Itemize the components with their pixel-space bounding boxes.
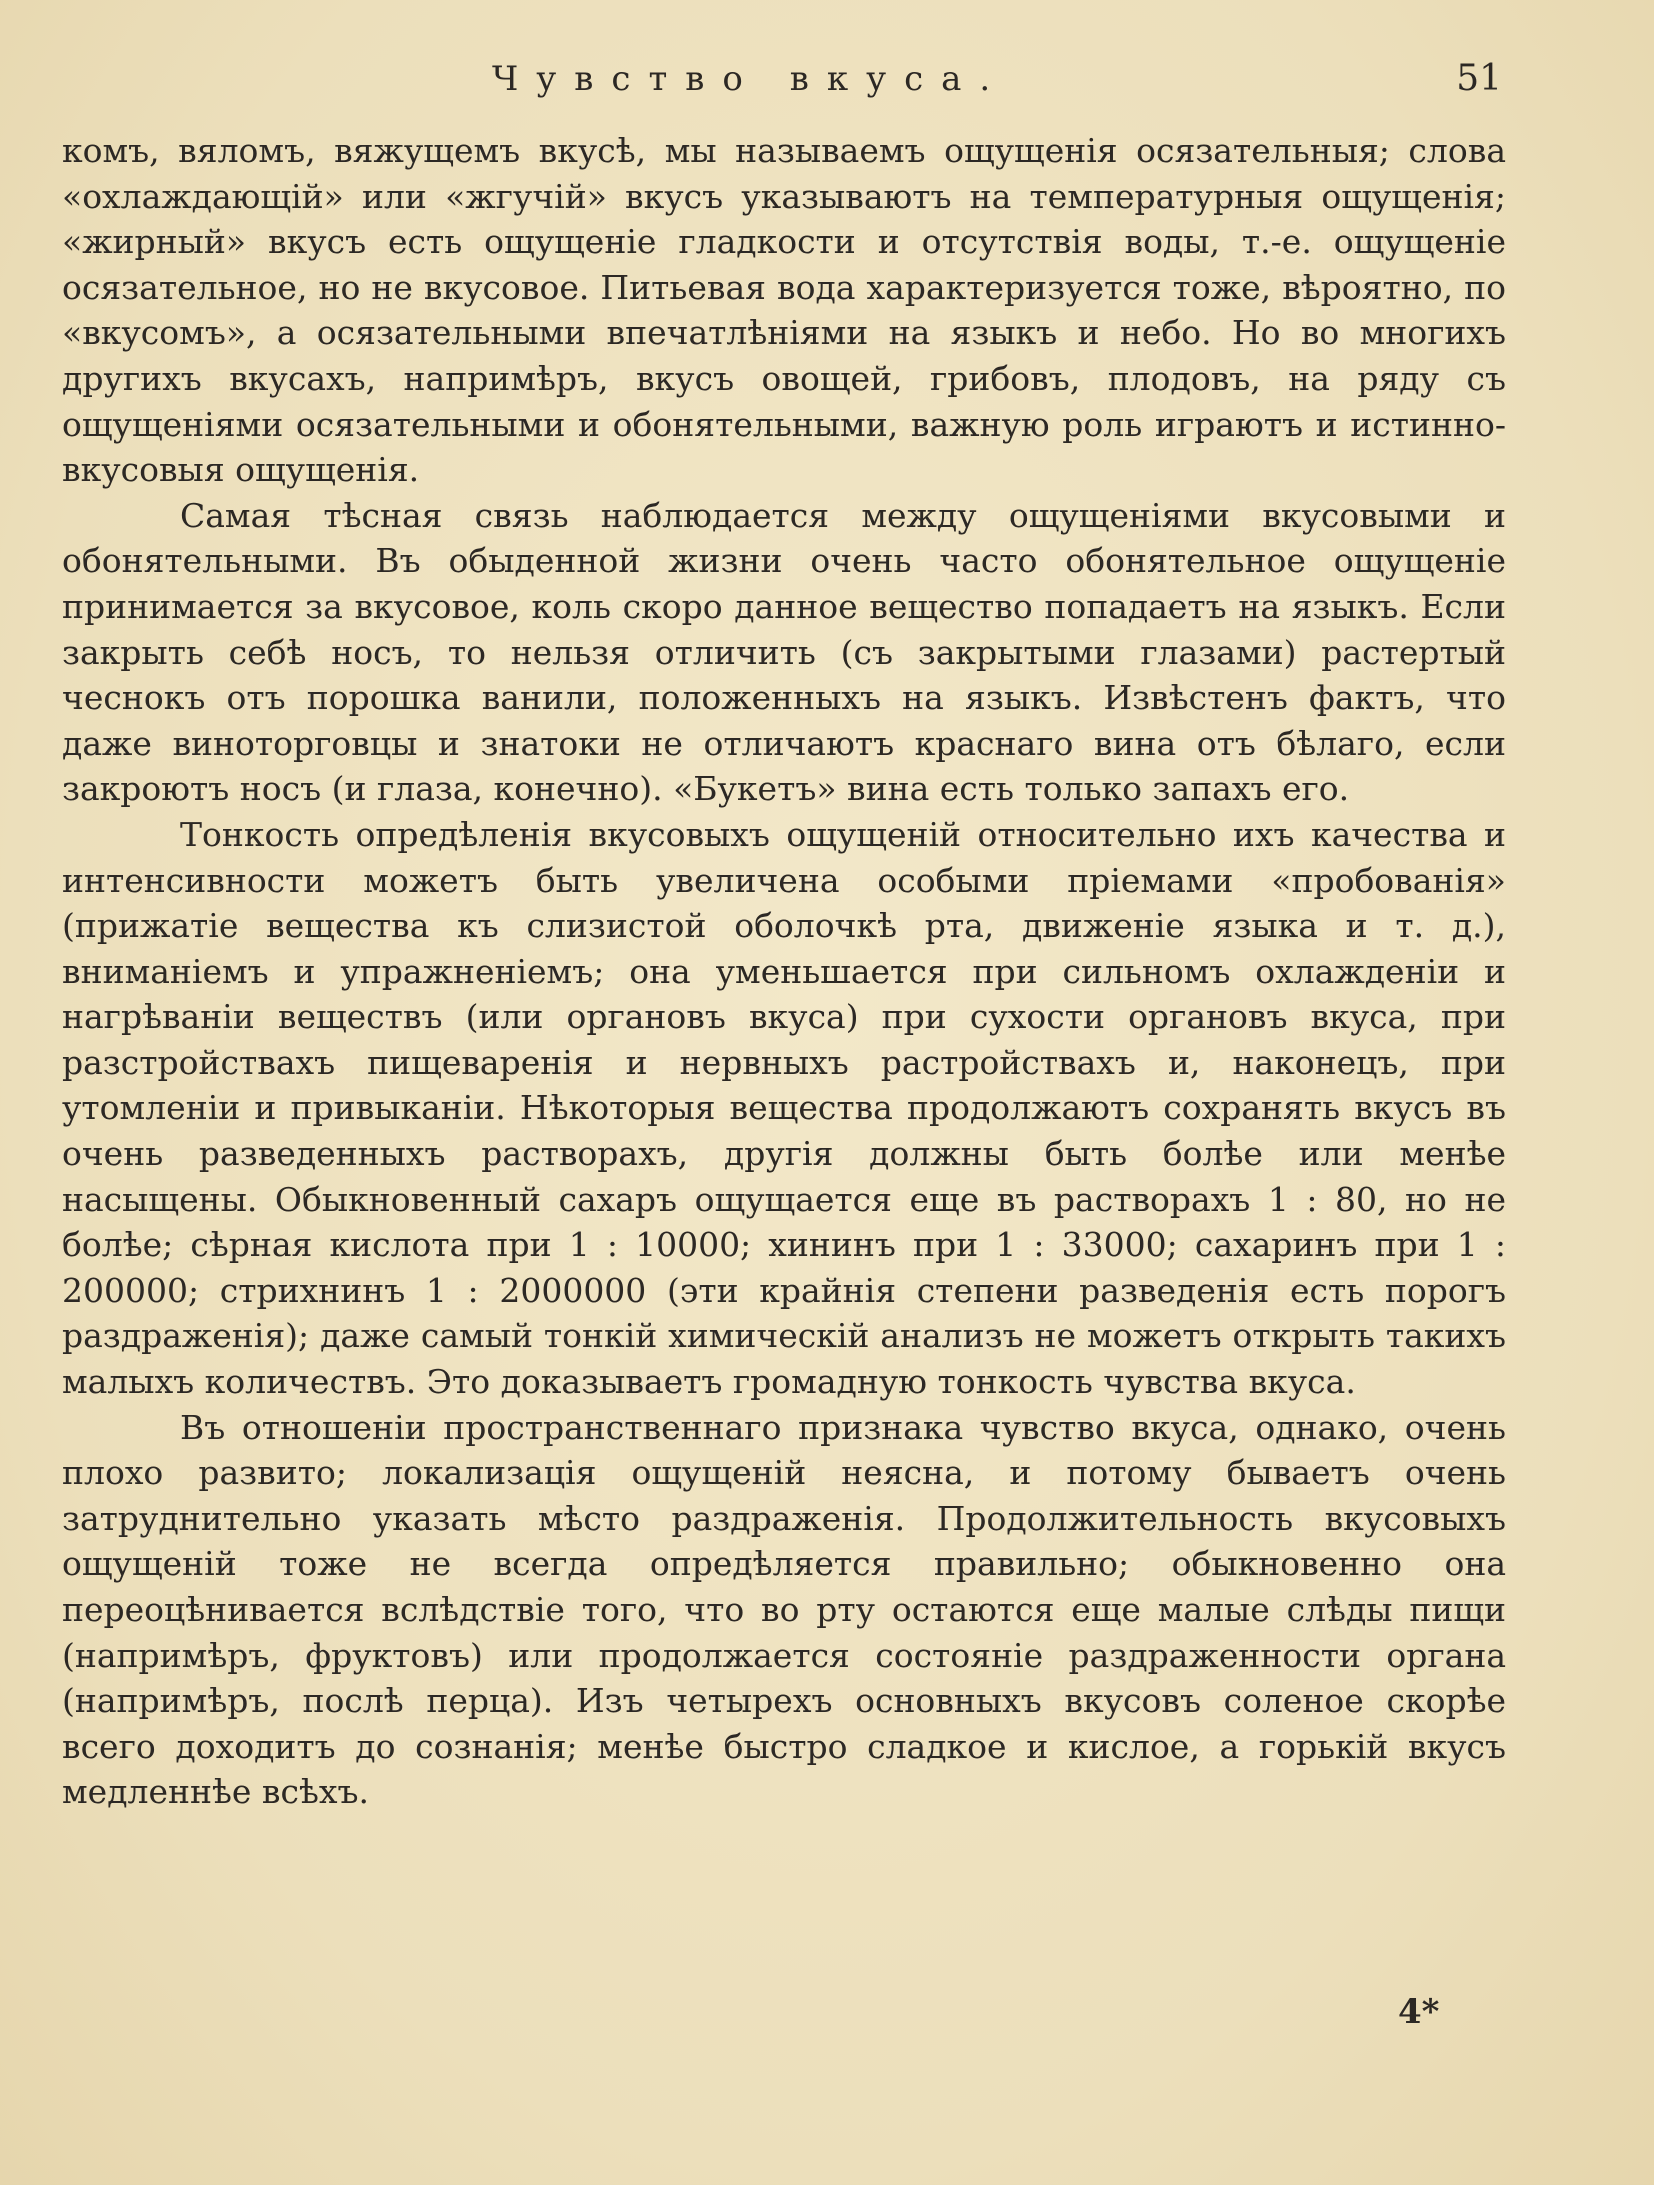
paragraph-1: комъ, вяломъ, вяжущемъ вкусѣ, мы называемъ ощущенія осязательныя; слова «охлаждающій» или «жгучій» вкусъ указываютъ на температурныя ощущенія; «жирный» вкусъ есть ощущеніе гладкости и отсутствія воды, т.-е. ощущеніе осязательное, но не вкусовое. Питьевая вода характеризуется тоже, вѣроятно, по «вкусомъ», а осязательными впечатлѣніями на языкъ и небо. Но во многихъ другихъ вкусахъ, напримѣръ, вкусъ овощей, грибовъ, плодовъ, на ряду съ ощущеніями осязательными и обонятельными, важную роль играютъ и истинно-вкусовыя ощущенія. [62, 131, 1506, 490]
running-head [62, 54, 1502, 104]
text-body [62, 128, 1506, 1815]
page-number: 51 [1456, 58, 1502, 99]
paragraph-4: Въ отношеніи пространственнаго признака чувство вкуса, однако, очень плохо развито; локализація ощущеній неясна, и потому бываетъ очень затруднительно указать мѣсто раздраженія. Продолжительность вкусовыхъ ощущеній тоже не всегда опредѣляется правильно; обыкновенно она переоцѣнивается вслѣдствіе того, что во рту остаются еще малые слѣды пищи (напримѣръ, фруктовъ) или продолжается состояніе раздраженности органа (напримѣръ, послѣ перца). Изъ четырехъ основныхъ вкусовъ соленое скорѣе всего доходитъ до сознанія; менѣе быстро сладкое и кислое, а горькій вкусъ медленнѣе всѣхъ. [62, 1407, 1506, 1812]
running-title: Чувство вкуса. [492, 59, 1009, 99]
paragraph-3: Тонкость опредѣленія вкусовыхъ ощущеній относительно ихъ качества и интенсивности можетъ быть увеличена особыми пріемами «пробованія» (прижатіе вещества къ слизистой оболочкѣ рта, движеніе языка и т. д.), вниманіемъ и упражненіемъ; она уменьшается при сильномъ охлажденіи и нагрѣваніи веществъ (или органовъ вкуса) при сухости органовъ вкуса, при разстройствахъ пищеваренія и нервныхъ растройствахъ и, наконецъ, при утомленіи и привыканіи. Нѣкоторыя вещества продолжаютъ сохранять вкусъ въ очень разведенныхъ растворахъ, другія должны быть болѣе или менѣе насыщены. Обыкновенный сахаръ ощущается еще въ растворахъ 1 : 80, но не болѣе; сѣрная кислота при 1 : 10000; хининъ при 1 : 33000; сахаринъ при 1 : 200000; стрихнинъ 1 : 2000000 (эти крайнія степени разведенія есть порогъ раздраженія); даже самый тонкій химическій анализъ не можетъ открыть такихъ малыхъ количествъ. Это доказываетъ громадную тонкость чувства вкуса. [62, 814, 1506, 1402]
paragraph-2: Самая тѣсная связь наблюдается между ощущеніями вкусовыми и обонятельными. Въ обыденной жизни очень часто обонятельное ощущеніе принимается за вкусовое, коль скоро данное вещество попадаетъ на языкъ. Если закрыть себѣ носъ, то нельзя отличить (съ закрытыми глазами) растертый чеснокъ отъ порошка ванили, положенныхъ на языкъ. Извѣстенъ фактъ, что даже виноторговцы и знатоки не отличаютъ краснаго вина отъ бѣлаго, если закроютъ носъ (и глаза, конечно). «Букетъ» вина есть только запахъ его. [62, 495, 1506, 809]
signature-mark: 4* [1398, 1992, 1440, 2032]
